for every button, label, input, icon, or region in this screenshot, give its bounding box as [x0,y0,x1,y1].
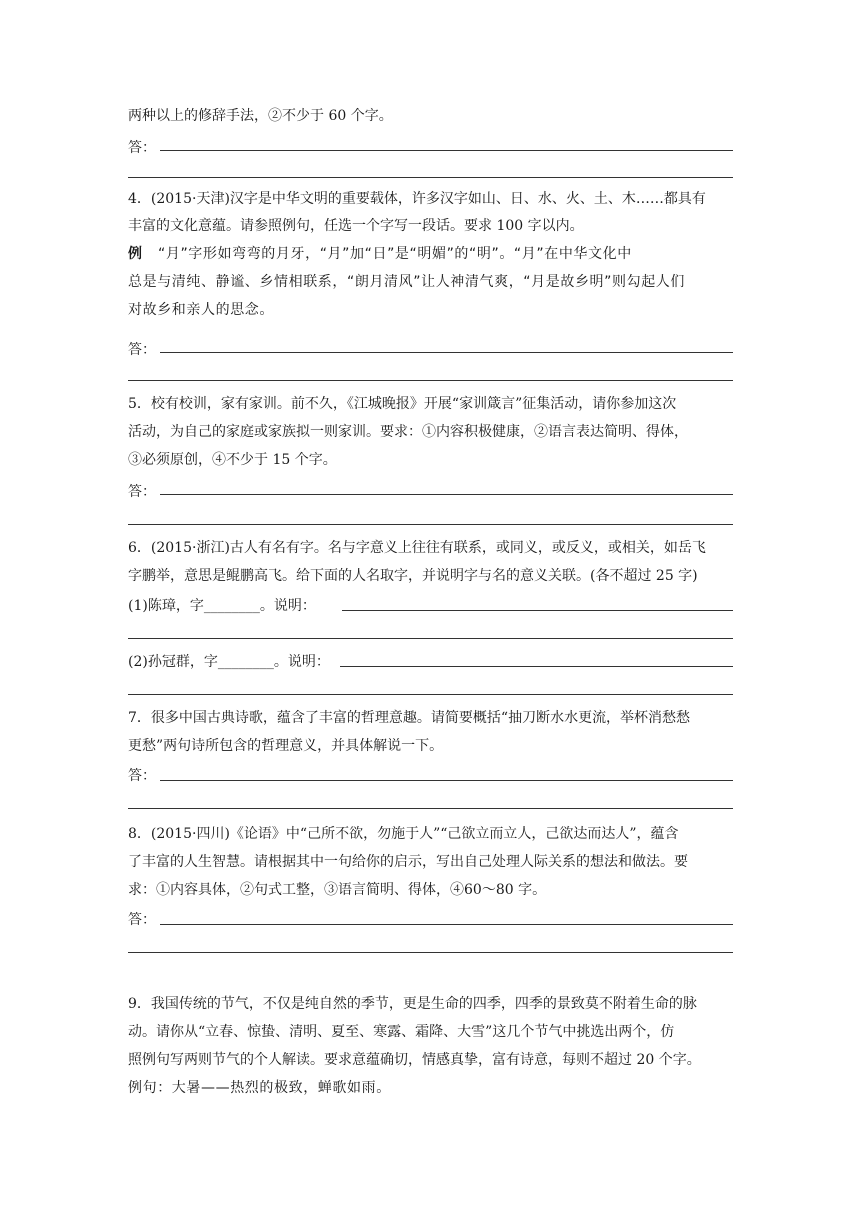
answer-line [160,150,733,151]
question-5-line-3: ③必须原创，④不少于 15 个字。 [128,452,337,468]
answer-line [128,380,733,381]
question-4-line-1: 4．(2015·天津)汉字是中华文明的重要载体，许多汉字如山、日、水、火、土、木……都具有 [128,191,706,207]
answer-line [160,780,733,781]
answer-line [128,808,733,809]
question-9-line-1: 9．我国传统的节气，不仅是纯自然的季节，更是生命的四季，四季的景致莫不附着生命的脉 [128,996,697,1012]
question-6-line-1: 6．(2015·浙江)古人有名有字。名与字意义上往往有联系，或同义，或反义，或相关，如岳飞 [128,540,706,556]
answer-label: 答： [128,768,156,784]
answer-line [128,694,733,695]
answer-line [160,494,733,495]
answer-line [340,666,733,667]
answer-line [128,638,733,639]
answer-label: 答： [128,140,156,156]
question-6-part-2: (2)孙冠群，字________。说明： [128,654,330,670]
question-9-line-2: 动。请你从“立春、惊蛰、清明、夏至、寒露、霜降、大雪”这几个节气中挑选出两个，仿 [128,1024,675,1040]
example-line-2: 总是与清纯、静谧、乡情相联系，“朗月清风”让人神清气爽，“月是故乡明”则勾起人们 [128,274,686,290]
answer-line [342,610,733,611]
question-5-line-2: 活动，为自己的家庭或家族拟一则家训。要求：①内容积极健康，②语言表达简明、得体， [128,424,688,440]
question-3-text: 两种以上的修辞手法，②不少于 60 个字。 [128,108,393,124]
answer-line [160,352,733,353]
question-4-line-2: 丰富的文化意蕴。请参照例句，任选一个字写一段话。要求 100 字以内。 [128,218,584,234]
question-6-part-1: (1)陈璋，字________。说明： [128,598,316,614]
example-label: 例 [128,246,142,262]
example-line-3: 对故乡和亲人的思念。 [128,302,274,318]
question-9-example: 例句：大暑——热烈的极致，蝉歌如雨。 [128,1080,391,1096]
answer-label: 答： [128,484,156,500]
question-7-line-1: 7．很多中国古典诗歌，蕴含了丰富的哲理意趣。请简要概括“抽刀断水水更流，举杯消愁愁 [128,710,691,726]
answer-line [128,524,733,525]
question-8-line-1: 8．(2015·四川)《论语》中“己所不欲，勿施于人”“己欲立而立人，己欲达而达人”，蕴含 [128,826,679,842]
question-8-line-2: 了丰富的人生智慧。请根据其中一句给你的启示，写出自己处理人际关系的想法和做法。要 [128,854,688,870]
question-5-line-1: 5．校有校训，家有家训。前不久，《江城晚报》开展“家训箴言”征集活动，请你参加这次 [128,396,677,412]
question-9-line-3: 照例句写两则节气的个人解读。要求意蕴确切，情感真挚，富有诗意，每则不超过 20 个字。 [128,1052,701,1068]
example-line-1: “月”字形如弯弯的月牙，“月”加“日”是“明媚”的“明”。“月”在中华文化中 [158,246,632,262]
question-6-line-2: 字鹏举，意思是鲲鹏高飞。给下面的人名取字，并说明字与名的意义关联。(各不超过 25 字) [128,568,698,584]
answer-line [128,177,733,178]
question-7-line-2: 更愁”两句诗所包含的哲理意义，并具体解说一下。 [128,738,444,754]
question-8-line-3: 求：①内容具体，②句式工整，③语言简明、得体，④60～80 字。 [128,882,547,898]
answer-line [160,924,733,925]
answer-label: 答： [128,912,156,928]
answer-line [128,952,733,953]
answer-label: 答： [128,342,156,358]
